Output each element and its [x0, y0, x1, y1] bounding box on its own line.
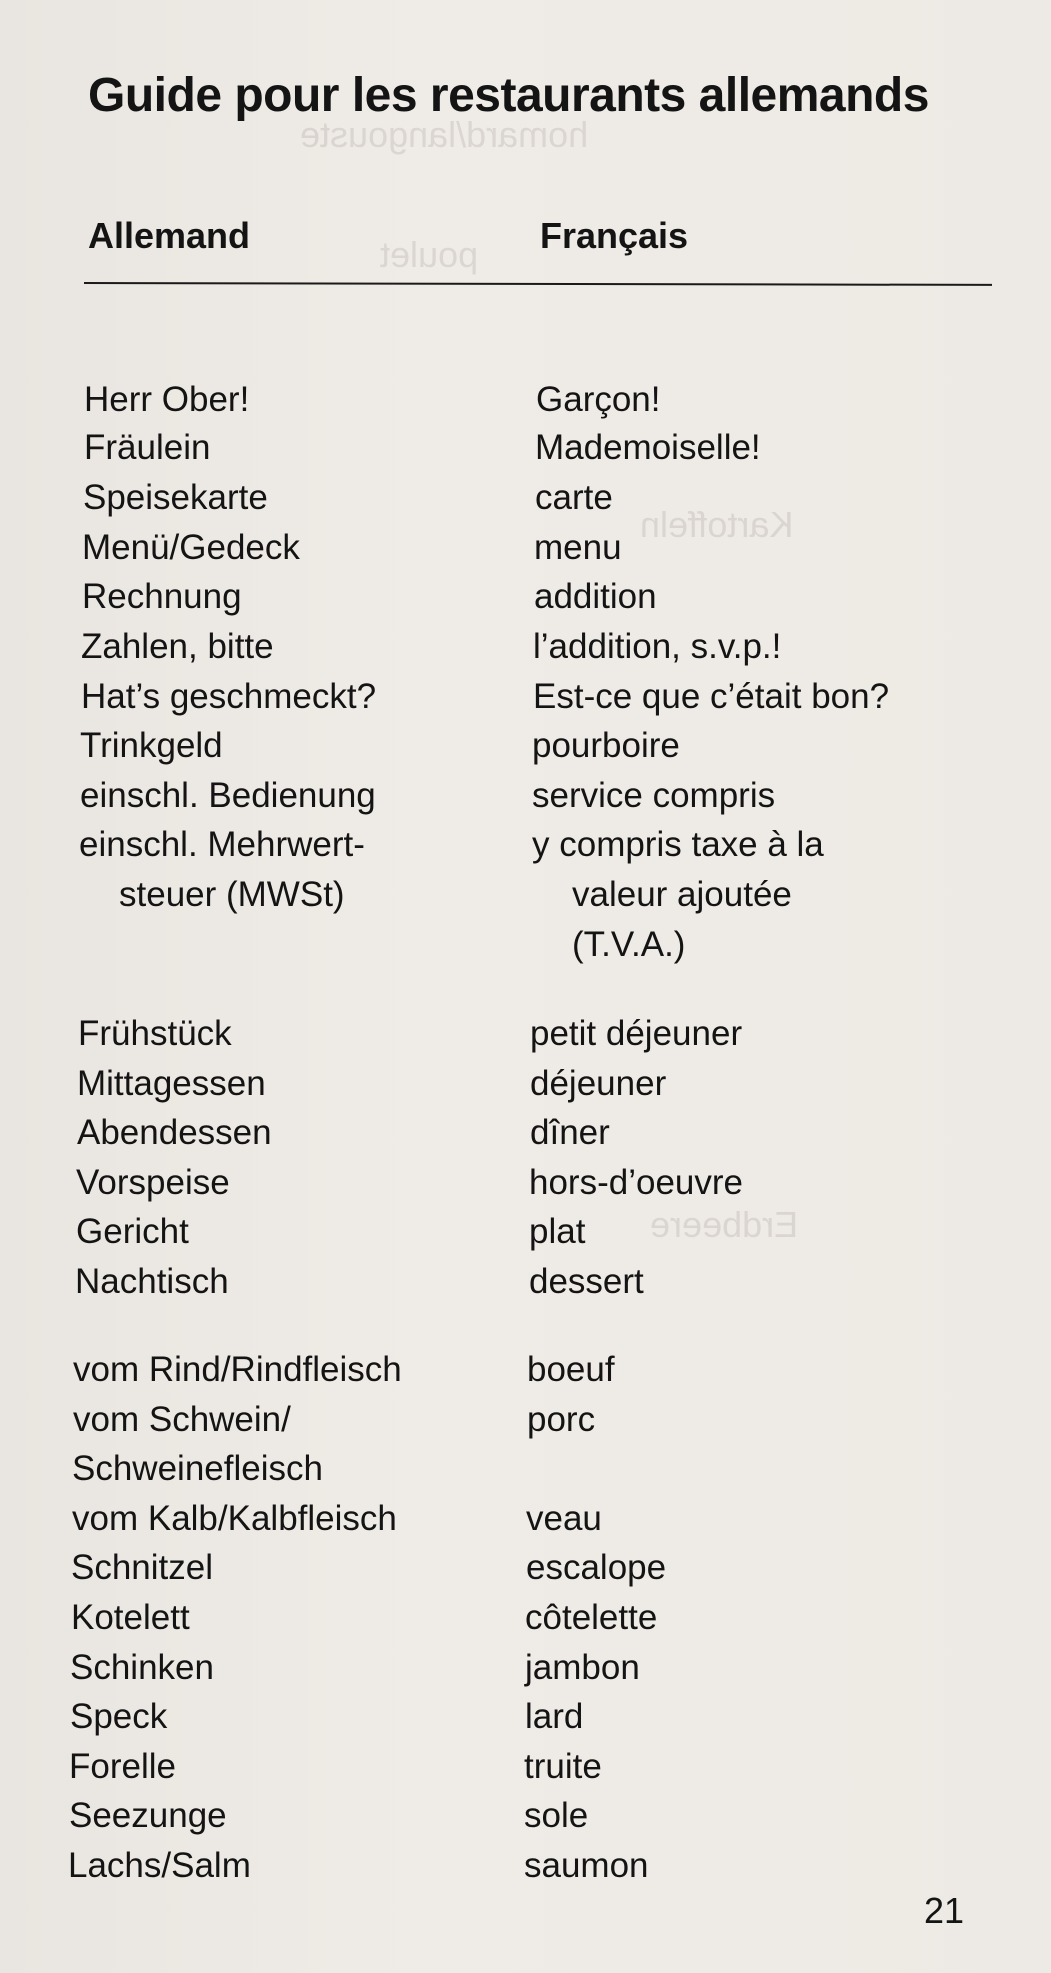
french-term: addition [534, 577, 657, 616]
german-term: Menü/Gedeck [82, 528, 300, 567]
german-term: Kotelett [71, 1598, 190, 1637]
german-term: Herr Ober! [84, 380, 250, 419]
french-term: valeur ajoutée [572, 875, 792, 914]
bleed-through: homard/langouste [300, 114, 589, 155]
german-term: Vorspeise [76, 1163, 230, 1202]
french-term: Mademoiselle! [535, 428, 761, 467]
french-term: l’addition, s.v.p.! [533, 627, 782, 666]
french-term: porc [527, 1400, 596, 1439]
french-term: petit déjeuner [530, 1014, 743, 1053]
french-term: Est-ce que c’était bon? [533, 677, 890, 716]
german-term: Rechnung [82, 577, 242, 616]
french-term: boeuf [527, 1350, 615, 1389]
german-term: Gericht [76, 1212, 189, 1251]
french-term: côtelette [525, 1598, 658, 1637]
french-term: menu [534, 528, 622, 567]
german-term: steuer (MWSt) [119, 875, 345, 914]
column-header-french: Français [540, 215, 689, 256]
bleed-through: poulet [380, 234, 479, 275]
french-term: y compris taxe à la [532, 825, 824, 864]
german-term: Seezunge [69, 1796, 227, 1835]
french-term: Garçon! [536, 380, 661, 419]
french-term: saumon [524, 1846, 649, 1885]
german-term: Schinken [70, 1648, 214, 1687]
french-term: service compris [532, 776, 776, 815]
german-term: Zahlen, bitte [81, 627, 274, 666]
german-term: Fräulein [84, 428, 211, 467]
bleed-through: Erdbeere [650, 1204, 799, 1245]
french-term: jambon [525, 1648, 640, 1687]
german-term: Schweinefleisch [72, 1449, 323, 1488]
german-term: Trinkgeld [80, 726, 223, 765]
german-term: Hat’s geschmeckt? [81, 677, 377, 716]
german-term: Speisekarte [83, 478, 268, 517]
french-term: carte [535, 478, 613, 517]
page-title: Guide pour les restaurants allemands [88, 69, 929, 122]
german-term: vom Rind/Rindfleisch [73, 1350, 402, 1389]
french-term: sole [524, 1796, 589, 1835]
french-term: escalope [526, 1548, 667, 1587]
german-term: einschl. Mehrwert- [79, 825, 365, 864]
german-term: Abendessen [77, 1113, 272, 1152]
french-term: lard [525, 1697, 584, 1736]
french-term: plat [529, 1212, 586, 1251]
german-term: Mittagessen [77, 1064, 266, 1103]
german-term: vom Schwein/ [73, 1400, 291, 1439]
german-term: Nachtisch [75, 1262, 229, 1301]
column-header-german: Allemand [88, 215, 251, 256]
french-term: dîner [530, 1113, 610, 1152]
french-term: (T.V.A.) [572, 925, 686, 964]
german-term: Forelle [69, 1747, 176, 1786]
german-term: Speck [70, 1697, 168, 1736]
german-term: vom Kalb/Kalbfleisch [72, 1499, 397, 1538]
german-term: Schnitzel [71, 1548, 214, 1587]
bleed-through: Kartoffeln [640, 504, 794, 545]
french-term: hors-d’oeuvre [529, 1163, 743, 1202]
french-term: veau [526, 1499, 602, 1538]
french-term: déjeuner [530, 1064, 667, 1103]
french-term: truite [524, 1747, 602, 1786]
page-number: 21 [924, 1890, 965, 1931]
german-term: Frühstück [78, 1014, 232, 1053]
german-term: Lachs/Salm [68, 1846, 251, 1885]
french-term: pourboire [532, 726, 680, 765]
french-term: dessert [529, 1262, 644, 1301]
german-term: einschl. Bedienung [80, 776, 376, 815]
